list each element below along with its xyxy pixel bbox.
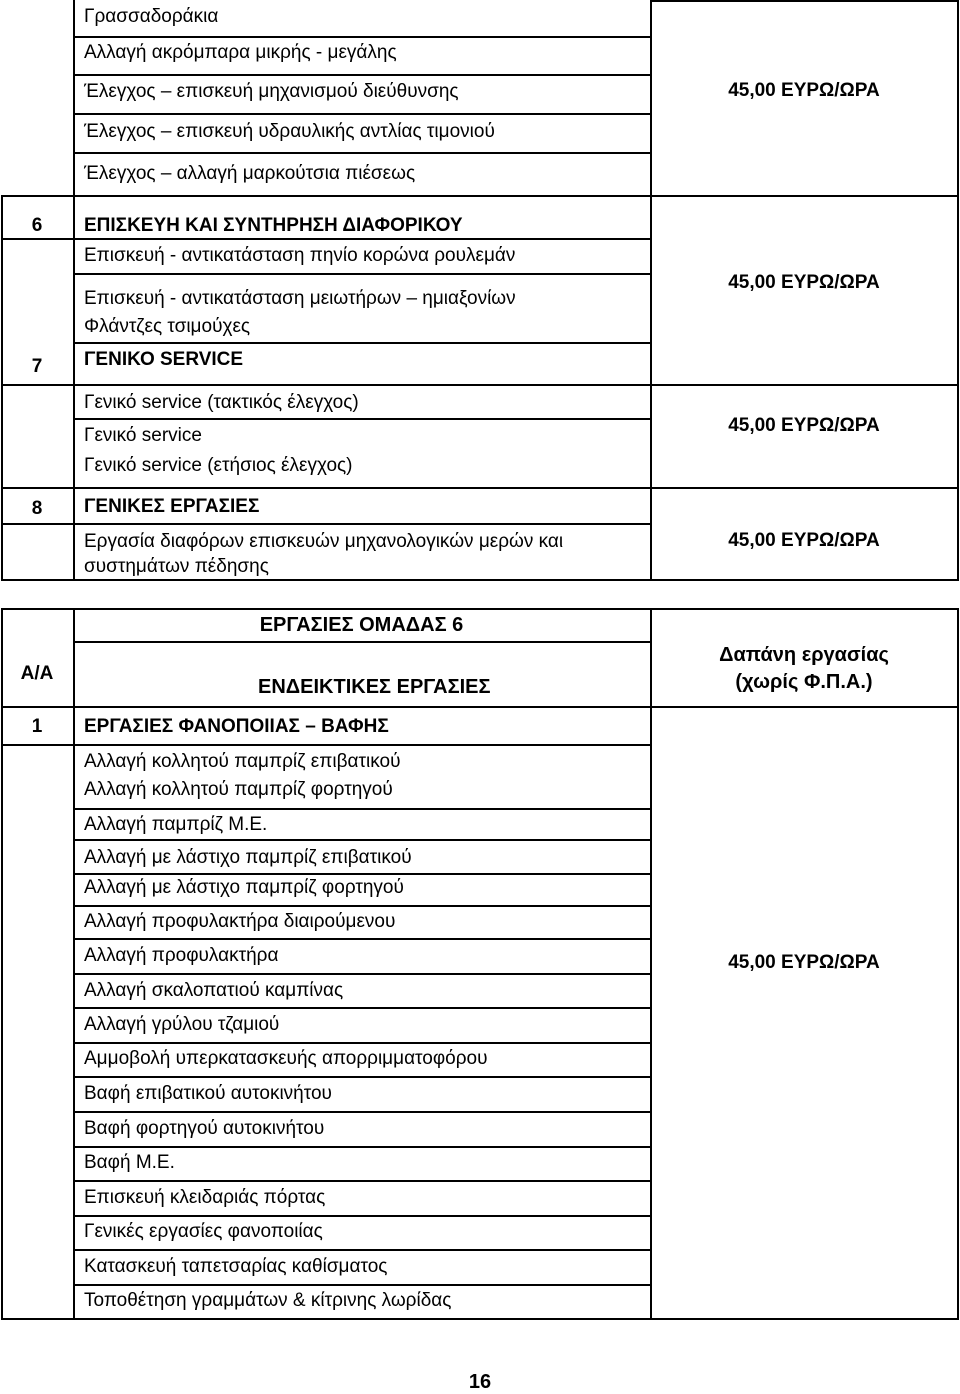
- task-item: Επισκευή κλειδαριάς πόρτας: [84, 1187, 326, 1208]
- task-item: Γρασσαδοράκια: [84, 6, 219, 27]
- task-item: Αμμοβολή υπερκατασκευής απορριμματοφόρου: [84, 1048, 488, 1069]
- task-item: Αλλαγή σκαλοπατιού καμπίνας: [84, 980, 344, 1001]
- task-item: Εργασία διαφόρων επισκευών μηχανολογικών μερών και: [84, 531, 564, 552]
- row-line: [73, 36, 652, 38]
- task-item: συστημάτων πέδησης: [84, 556, 269, 577]
- task-item: Γενικές εργασίες φανοποιίας: [84, 1221, 323, 1242]
- border-top: [1, 608, 959, 610]
- row-line: [73, 1007, 652, 1009]
- row-line: [73, 1111, 652, 1113]
- row-line: [1, 238, 652, 240]
- section-number: 8: [31, 498, 43, 519]
- task-item: Γενικό service: [84, 425, 202, 446]
- price-label: 45,00 ΕΥΡΩ/ΩΡΑ: [728, 952, 880, 973]
- row-line: [73, 1180, 652, 1182]
- task-item: Βαφή Μ.Ε.: [84, 1152, 175, 1173]
- row-line: [73, 1076, 652, 1078]
- page-number: 16: [468, 1371, 492, 1393]
- header-cost: Δαπάνη εργασίας: [719, 644, 889, 666]
- row-line: [73, 273, 652, 275]
- task-item: Αλλαγή προφυλακτήρα διαιρούμενου: [84, 911, 396, 932]
- price-label: 45,00 ΕΥΡΩ/ΩΡΑ: [728, 272, 880, 293]
- task-item: Αλλαγή παμπρίζ Μ.Ε.: [84, 814, 268, 835]
- border-right: [957, 0, 959, 581]
- task-item: Αλλαγή με λάστιχο παμπρίζ επιβατικού: [84, 847, 412, 868]
- header-group: ΕΡΓΑΣΙΕΣ ΟΜΑΔΑΣ 6: [259, 614, 464, 636]
- row-line: [73, 74, 652, 76]
- task-item: Αλλαγή προφυλακτήρα: [84, 945, 279, 966]
- section-title: ΕΠΙΣΚΕΥΗ ΚΑΙ ΣΥΝΤΗΡΗΣΗ ΔΙΑΦΟΡΙΚΟΥ: [84, 215, 463, 236]
- task-item: Αλλαγή ακρόμπαρα μικρής - μεγάλης: [84, 42, 397, 63]
- price-label: 45,00 ΕΥΡΩ/ΩΡΑ: [728, 80, 880, 101]
- task-item: Βαφή επιβατικού αυτοκινήτου: [84, 1083, 332, 1104]
- task-item: Αλλαγή κολλητού παμπρίζ επιβατικού: [84, 751, 401, 772]
- row-line: [73, 113, 652, 115]
- border-right: [957, 608, 959, 1320]
- price-label: 45,00 ΕΥΡΩ/ΩΡΑ: [728, 415, 880, 436]
- border-col1: [73, 608, 75, 1320]
- task-item: Έλεγχος – αλλαγή μαρκούτσια πιέσεως: [84, 163, 416, 184]
- header-aa: Α/Α: [20, 663, 54, 684]
- row-line: [1, 384, 959, 386]
- task-item: Γενικό service (ετήσιος έλεγχος): [84, 455, 353, 476]
- section-number: 1: [31, 716, 43, 737]
- section-title: ΓΕΝΙΚΟ SERVICE: [84, 349, 244, 370]
- border-col1: [73, 0, 75, 581]
- price-label: 45,00 ΕΥΡΩ/ΩΡΑ: [728, 530, 880, 551]
- task-item: Έλεγχος – επισκευή μηχανισμού διεύθυνσης: [84, 81, 459, 102]
- row-line: [1, 744, 652, 746]
- task-item: Αλλαγή με λάστιχο παμπρίζ φορτηγού: [84, 877, 404, 898]
- task-item: Βαφή φορτηγού αυτοκινήτου: [84, 1118, 325, 1139]
- header-bottom: [1, 706, 959, 708]
- row-line: [73, 152, 652, 154]
- row-line: [73, 1215, 652, 1217]
- row-line: [73, 342, 652, 344]
- border-top-price: [650, 0, 959, 2]
- row-line: [73, 418, 652, 420]
- row-line: [73, 808, 652, 810]
- row-line: [73, 905, 652, 907]
- task-item: Έλεγχος – επισκευή υδραυλικής αντλίας τιμονιού: [84, 121, 495, 142]
- row-line: [73, 1249, 652, 1251]
- row-line: [73, 1146, 652, 1148]
- row-line: [1, 195, 959, 197]
- border-bottom: [1, 1318, 959, 1320]
- section-title: ΓΕΝΙΚΕΣ ΕΡΓΑΣΙΕΣ: [84, 496, 260, 517]
- header-cost-note: (χωρίς Φ.Π.Α.): [735, 671, 873, 693]
- row-line: [73, 873, 652, 875]
- header-works: ΕΝΔΕΙΚΤΙΚΕΣ ΕΡΓΑΣΙΕΣ: [258, 676, 491, 698]
- row-line: [1, 523, 652, 525]
- row-line: [73, 938, 652, 940]
- section-number: 6: [31, 215, 43, 236]
- row-line: [1, 487, 959, 489]
- row-line: [73, 839, 652, 841]
- row-line: [73, 1042, 652, 1044]
- task-item: Αλλαγή γρύλου τζαμιού: [84, 1014, 280, 1035]
- task-item: Γενικό service (τακτικός έλεγχος): [84, 392, 359, 413]
- task-item: Επισκευή - αντικατάσταση πηνίο κορώνα ρουλεμάν: [84, 245, 516, 266]
- section-title: ΕΡΓΑΣΙΕΣ ΦΑΝΟΠΟΙΙΑΣ – ΒΑΦΗΣ: [84, 716, 389, 737]
- task-item: Τοποθέτηση γραμμάτων & κίτρινης λωρίδας: [84, 1290, 452, 1311]
- task-item: Επισκευή - αντικατάσταση μειωτήρων – ημιαξονίων: [84, 288, 516, 309]
- row-line: [73, 1284, 652, 1286]
- border-bottom: [1, 579, 959, 581]
- section-number: 7: [31, 356, 43, 377]
- task-item: Αλλαγή κολλητού παμπρίζ φορτηγού: [84, 779, 393, 800]
- header-divider: [73, 641, 652, 643]
- row-line: [73, 973, 652, 975]
- task-item: Κατασκευή ταπετσαρίας καθίσματος: [84, 1256, 388, 1277]
- task-item: Φλάντζες τσιμούχες: [84, 316, 251, 337]
